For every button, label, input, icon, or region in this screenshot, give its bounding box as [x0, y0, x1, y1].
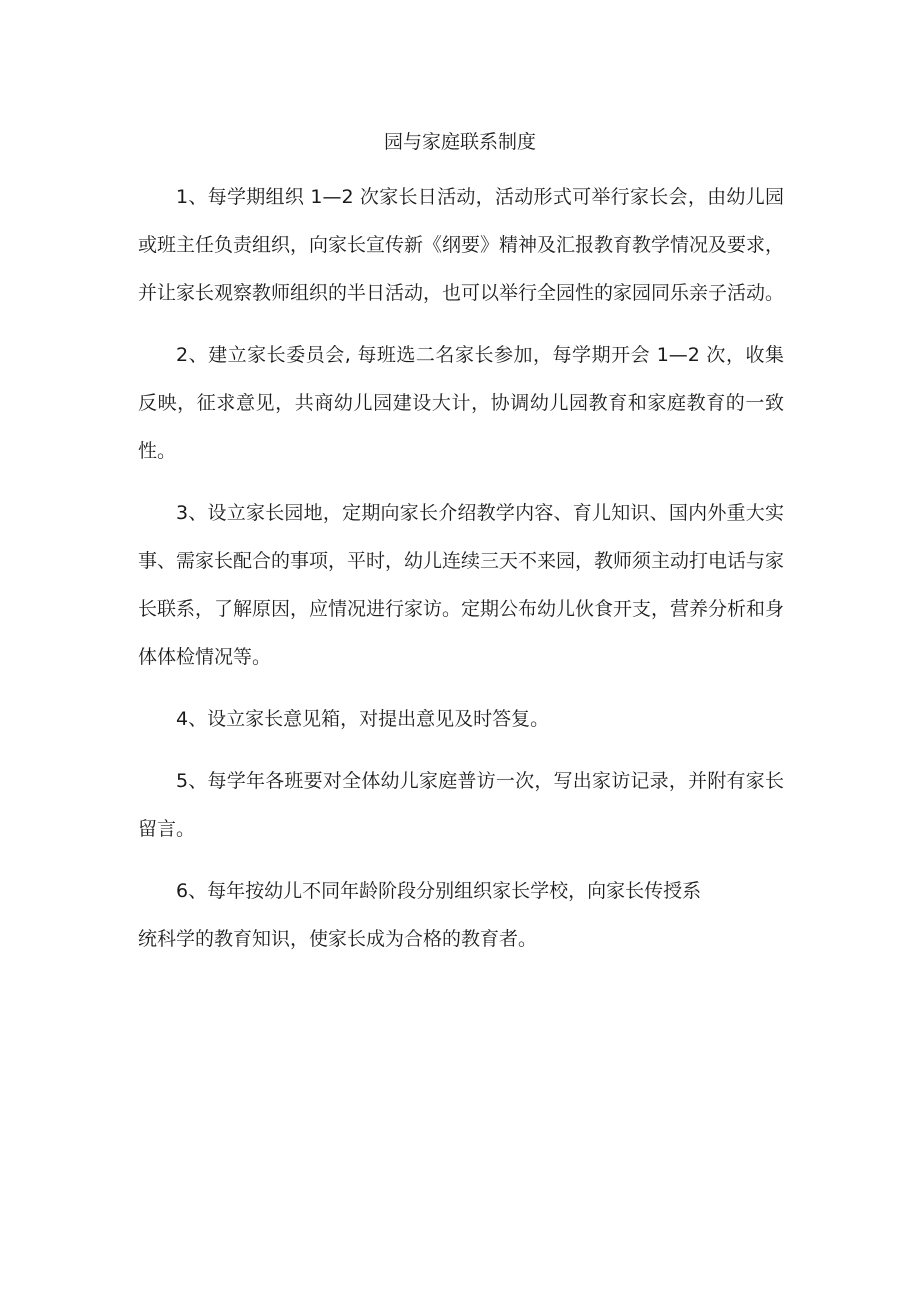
paragraph-2: 2、建立家长委员会, 每班选二名家长参加，每学期开会 1—2 次，收集反映，征求意见，共商幼儿园建设大计，协调幼儿园教育和家庭教育的一致性。	[138, 344, 784, 462]
paragraph-3: 3、设立家长园地，定期向家长介绍教学内容、育儿知识、国内外重大实事、需家长配合的事项，平时，幼儿连续三天不来园，教师须主动打电话与家长联系，了解原因，应情况进行家访。定期公布幼儿伙食开支，营养分析和身体体检情况等。	[138, 502, 785, 668]
paragraph-6-line-2: 统科学的教育知识，使家长成为合格的教育者。	[138, 928, 538, 950]
document-body	[138, 173, 784, 977]
paragraph-4: 4、设立家长意见箱，对提出意见及时答复。	[176, 708, 550, 730]
paragraph-6-line-1: 6、每年按幼儿不同年龄阶段分别组织家长学校，向家长传授系	[176, 880, 702, 902]
paragraph-5: 5、每学年各班要对全体幼儿家庭普访一次，写出家访记录，并附有家长留言。	[138, 770, 784, 840]
paragraph-1: 1、每学期组织 1—2 次家长日活动，活动形式可举行家长会，由幼儿园或班主任负责组织，向家长宣传新《纲要》精神及汇报教育教学情况及要求，并让家长观察教师组织的半日活动，也可以举行全园性的家园同乐亲子活动。	[138, 186, 785, 304]
document-title: 园与家庭联系制度	[383, 131, 536, 153]
